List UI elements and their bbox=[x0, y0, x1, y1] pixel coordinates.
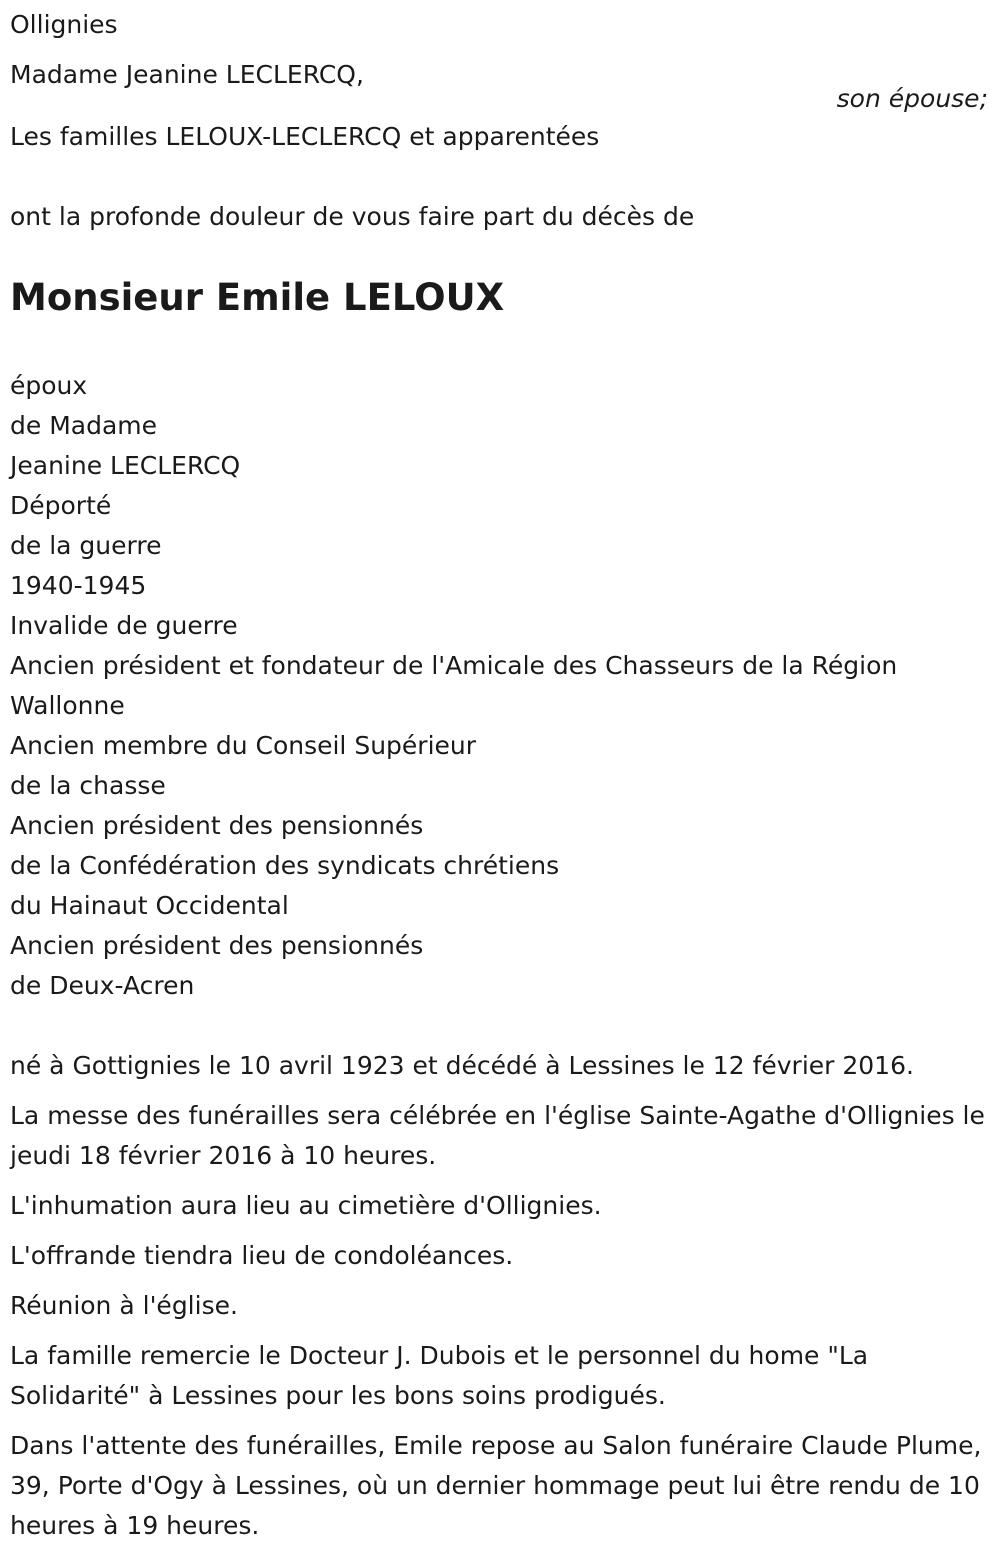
meeting-text: Réunion à l'église. bbox=[10, 1291, 238, 1320]
title-line: Ancien président et fondateur de l'Amicale des Chasseurs de la Région bbox=[10, 651, 898, 680]
title-line: Ancien président des pensionnés bbox=[10, 931, 424, 960]
place-name: Ollignies bbox=[10, 10, 118, 39]
title-line: de la Confédération des syndicats chrétiens bbox=[10, 851, 560, 880]
titles-list bbox=[10, 366, 985, 1006]
title-line: époux bbox=[10, 371, 88, 400]
burial-text: L'inhumation aura lieu au cimetière d'Ollignies. bbox=[10, 1191, 602, 1220]
title-line: de la chasse bbox=[10, 771, 166, 800]
title-line: du Hainaut Occidental bbox=[10, 891, 289, 920]
title-line: Wallonne bbox=[10, 691, 125, 720]
announcement-line: ont la profonde douleur de vous faire part du décès de bbox=[10, 202, 695, 231]
title-line: Invalide de guerre bbox=[10, 611, 238, 640]
title-line: 1940-1945 bbox=[10, 571, 147, 600]
deceased-name: Monsieur Emile LELOUX bbox=[10, 276, 505, 319]
title-line: de Madame bbox=[10, 411, 158, 440]
title-line: Ancien membre du Conseil Supérieur bbox=[10, 731, 477, 760]
title-line: Déporté bbox=[10, 491, 112, 520]
offering-text: L'offrande tiendra lieu de condoléances. bbox=[10, 1241, 514, 1270]
spouse-role: son épouse; bbox=[836, 84, 988, 113]
spouse-name: Madame Jeanine LECLERCQ, bbox=[10, 60, 364, 89]
thanks-text: La famille remercie le Docteur J. Dubois et le personnel du home "La Solidarité" à Lessines pour les bons soins prodigués. bbox=[10, 1341, 869, 1410]
families-line: Les familles LELOUX-LECLERCQ et apparentées bbox=[10, 122, 600, 151]
title-line: Jeanine LECLERCQ bbox=[10, 451, 241, 480]
title-line: Ancien président des pensionnés bbox=[10, 811, 424, 840]
viewing-text: Dans l'attente des funérailles, Emile repose au Salon funéraire Claude Plume, 39, Porte d'Ogy à Lessines, où un dernier hommage peut lui être rendu de 10 heures à 19 heures. bbox=[10, 1431, 982, 1540]
title-line: de la guerre bbox=[10, 531, 162, 560]
funeral-mass-text: La messe des funérailles sera célébrée en l'église Sainte-Agathe d'Ollignies le jeudi 18 février 2016 à 10 heures. bbox=[10, 1101, 985, 1170]
title-line: de Deux-Acren bbox=[10, 971, 195, 1000]
birth-death-text: né à Gottignies le 10 avril 1923 et décédé à Lessines le 12 février 2016. bbox=[10, 1051, 914, 1080]
